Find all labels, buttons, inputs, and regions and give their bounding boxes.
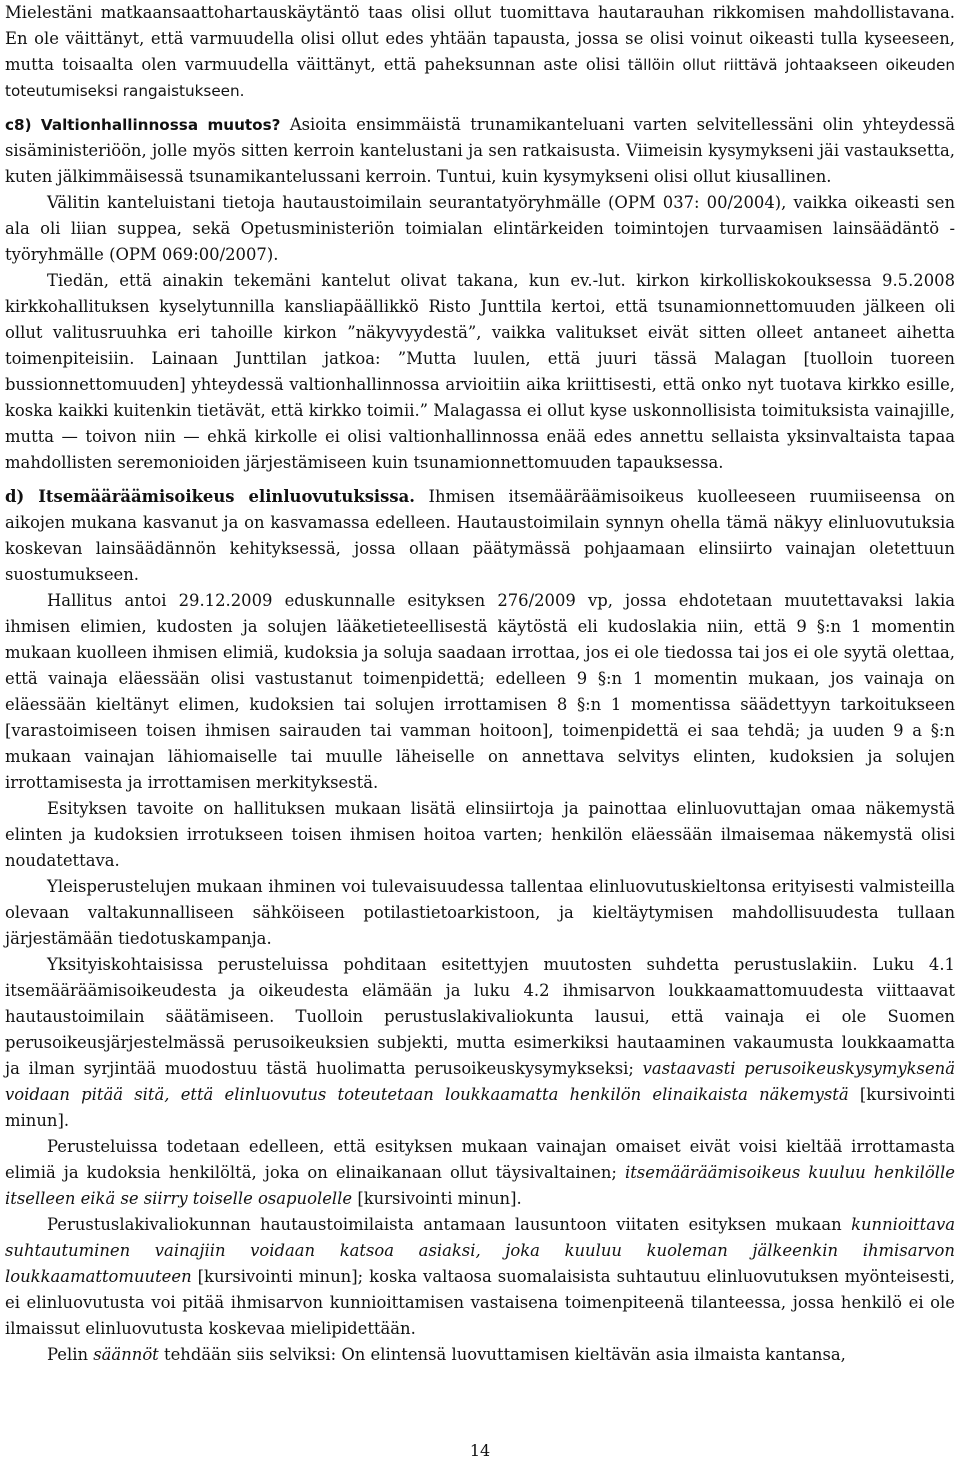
paragraph-detailed-grounds: Yksityiskohtaisissa perusteluissa pohditaan esitettyjen muutosten suhdetta perustuslakiin. Luku 4.1 itsemääräämisoikeudesta ja oikeudesta elämään ja luku 4.2 ihmisarvon loukkaamattomuudesta viittaavat hautaustoimilain säätämiseen. Tuolloin perustuslakivaliokunta lausui, että vainaja ei ole Suomen perusoikeusjärjestelmässä perusoikeuksien subjekti, mutta esimerkiksi hautaaminen vakaumusta loukkaamatta ja ilman syrjintää muodostuu tästä huolimatta perusoikeuskysymykseksi; vastaavasti perusoikeuskysymyksenä voidaan pitää sitä, että elinluovutus toteutetaan loukkaamatta henkilön elinaikaista näkemystä [kursivointi minun]. [5, 955, 955, 1130]
section-heading-c8: c8) Valtionhallinnossa muutos? [5, 116, 281, 134]
paragraph-relatives: Perusteluissa todetaan edelleen, että esityksen mukaan vainajan omaiset eivät voisi kieltää irrottamasta elimiä ja kudoksia henkilöltä, joka on elinaikanaan ollut täysivaltainen; itsemääräämisoikeus kuuluu henkilölle itselleen eikä se siirry toiselle osapuolelle [kursivointi minun]. [5, 1137, 955, 1208]
paragraph-junttila: Tiedän, että ainakin tekemäni kantelut olivat takana, kun ev.-lut. kirkon kirkolliskokouksessa 9.5.2008 kirkkohallituksen kyselytunnilla kansliapäällikkö Risto Junttila kertoi, että tsunamionnettomuuden jälkeen oli ollut valitusruuhka eri tahoille kirkon ”näkyvyydestä”, vaikka valitukset eivät sitten olleet antaneet aihetta toimenpiteisiin. Lainaan Junttilan jatkoa: ”Mutta luulen, että juuri tässä Malagan [tuolloin tuoreen bussionnettomuuden] yhteydessä valtionhallinnossa arvioitiin aika kriittisesti, että onko nyt tuotava kirkko esille, koska kaikki kuitenkin tietävät, että kirkko toimii.” Malagassa ei ollut kyse uskonnollisista toimituksista vainajille, mutta — toivon niin — ehkä kirkolle ei olisi valtionhallinnossa enää edes annettu sellaista yksinvaltaista tapaa mahdollisten seremonioiden järjestämiseen kuin tsunamionnettomuuden tapauksessa. [5, 271, 955, 472]
paragraph-rules: Pelin säännöt tehdään siis selviksi: On elintensä luovuttamisen kieltävän asia ilmaista kantansa, [47, 1345, 846, 1364]
section-heading-d: d) Itsemääräämisoikeus elinluovutuksissa. [5, 487, 415, 506]
paragraph-d: d) Itsemääräämisoikeus elinluovutuksissa. Ihmisen itsemääräämisoikeus kuolleeseen ruumiiseensa on aikojen mukana kasvanut ja on kasvamassa edelleen. Hautaustoimilain synnyn ohella tämä näkyy elinluovutuksia koskevan lainsäädännön kehityksessä, jossa ollaan päätymässä pohjaamaan elinsiirto vainajan oletettuun suostumukseen. [5, 487, 956, 584]
paragraph-workgroups: Välitin kanteluistani tietoja hautaustoimilain seurantatyöryhmälle (OPM 037: 00/2004), vaikka oikeasti sen ala oli liian suppea, sekä Opetusministeriön toimialan elintärkeiden toimintojen turvaamisen lainsäädäntö -työryhmälle (OPM 069:00/2007). [5, 193, 955, 264]
paragraph-bill-goal: Esityksen tavoite on hallituksen mukaan lisätä elinsiirtoja ja painottaa elinluovuttajan omaa näkemystä elinten ja kudoksien irrotukseen toisen ihmisen hoitoa varten; henkilön eläessään ilmaisemaa näkemystä olisi noudatettava. [5, 799, 955, 870]
paragraph-penalty: Mielestäni matkaansaattohartauskäytäntö taas olisi ollut tuomittava hautarauhan rikkomisen mahdollistavana. En ole väittänyt, että varmuudella olisi ollut edes yhtään tapausta, jossa se olisi voinut oikeasti tulla kyseeseen, mutta toisaalta olen varmuudella väittänyt, että paheksunnan aste olisi tällöin ollut riittävä johtaakseen oikeuden toteutumiseksi rangaistukseen. [5, 3, 955, 100]
paragraph-constitutional-committee: Perustuslakivaliokunnan hautaustoimilaista antamaan lausuntoon viitaten esityksen mukaan kunnioittava suhtautuminen vainajiin voidaan katsoa asiaksi, joka kuuluu kuoleman jälkeenkin ihmisarvon loukkaamattomuuteen [kursivointi minun]; koska valtaosa suomalaisista suhtautuu elinluovutuksen myönteisesti, ei elinluovutusta voi pitää ihmisarvon kunnioittamisen vastaisena toimenpiteenä tilanteessa, jossa henkilö ei ole ilmaissut elinluovutusta koskevaa mielipidettään. [5, 1215, 955, 1338]
paragraph-c8: c8) Valtionhallinnossa muutos? Asioita ensimmäistä trunamikanteluani varten selvitellessäni olin yhteydessä sisäministeriöön, jolle myös sitten kerroin kantelustani ja sen ratkaisusta. Viimeisin kysymykseni jäi vastauksetta, kuten jälkimmäisessä tsunamikantelussani kerroin. Tuntui, kuin kysymykseni olisi ollut kiusallinen. [5, 115, 956, 186]
paragraph-government-bill: Hallitus antoi 29.12.2009 eduskunnalle esityksen 276/2009 vp, jossa ehdotetaan muutettavaksi lakia ihmisen elimien, kudosten ja solujen lääketieteellisestä käytöstä eli kudoslakia niin, että 9 §:n 1 momentin mukaan kuolleen ihmisen elimiä, kudoksia ja soluja saadaan irrottaa, jos ei ole tiedossa tai jos ei ole syytä olettaa, että vainaja eläessään olisi vastustanut toimenpidettä; edelleen 9 §:n 1 momentin mukaan, jos vainaja on eläessään kieltänyt elimen, kudoksien tai solujen irrottamisen 8 §:n 1 momentissa säädettyyn tarkoitukseen [varastoimiseen toisen ihmisen sairauden tai vamman hoitoon], toimenpidettä ei saa tehdä; ja uuden 9 a §:n mukaan vainajan lähiomaiselle tai muulle läheiselle on annettava selvitys elinten, kudoksien ja solujen irrottamisesta ja irrottamisen merkityksestä. [5, 591, 955, 792]
document-page [5, 0, 955, 1368]
page-number: 14 [469, 1441, 491, 1460]
paragraph-general-grounds: Yleisperustelujen mukaan ihminen voi tulevaisuudessa tallentaa elinluovutuskieltonsa erityisesti valmisteilla olevaan valtakunnalliseen sähköiseen potilastietoarkistoon, ja kieltäytymisen mahdollisuudesta tullaan järjestämään tiedotuskampanja. [5, 877, 955, 948]
